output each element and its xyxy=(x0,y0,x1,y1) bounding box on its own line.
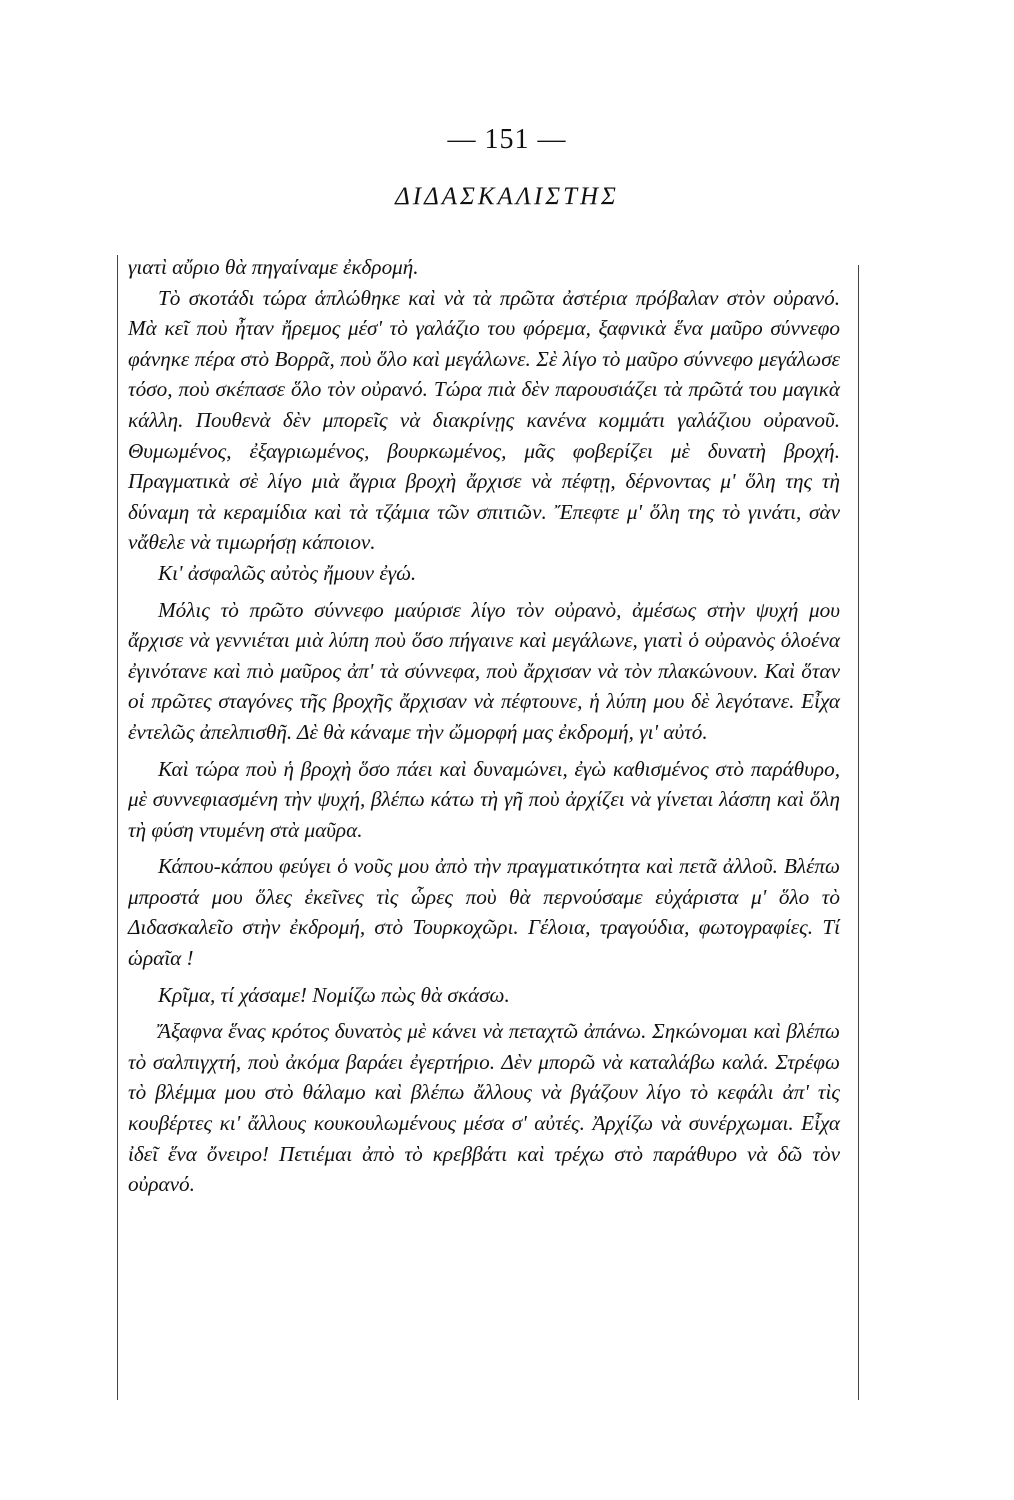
left-margin-line xyxy=(117,255,118,1400)
paragraph: Κι' ἀσφαλῶς αὐτὸς ἤμουν ἐγώ. xyxy=(158,560,417,585)
page-number: — 151 — xyxy=(447,124,567,155)
right-margin-line xyxy=(858,265,859,1400)
paragraph: Καὶ τώρα ποὺ ἡ βροχὴ ὅσο πάει καὶ δυναμώνει, ἐγὼ καθισμένος στὸ παράθυρο, μὲ συννεφιασμένη τὴν ψυχή, βλέπω κάτω τὴ γῆ ποὺ ἀρχίζει νὰ γίνεται λάσπη καὶ ὅλη τὴ φύση ντυμένη στὰ μαῦρα. xyxy=(128,756,840,842)
paragraph: Ἄξαφνα ἕνας κρότος δυνατὸς μὲ κάνει νὰ πεταχτῶ ἀπάνω. Σηκώνομαι καὶ βλέπω τὸ σαλπιγχτή, ποὺ ἀκόμα βαράει ἐγερτήριο. Δὲν μπορῶ νὰ καταλάβω καλά. Στρέφω τὸ βλέμμα μου στὸ θάλαμο καὶ βλέπω ἄλλους νὰ βγάζουν λίγο τὸ κεφάλι ἀπ' τὶς κουβέρτες κι' ἄλλους κουκουλωμένους μέσα σ' αὐτές. Ἀρχίζω νὰ συνέρχωμαι. Εἶχα ἰδεῖ ἕνα ὄνειρο! Πετιέμαι ἀπὸ τὸ κρεββάτι καὶ τρέχω στὸ παράθυρο νὰ δῶ τὸν οὐρανό. xyxy=(128,1019,840,1197)
paragraph: γιατὶ αὔριο θὰ πηγαίναμε ἐκδρομή. xyxy=(128,255,419,279)
paragraph: Κρῖμα, τί χάσαμε! Νομίζω πὼς θὰ σκάσω. xyxy=(158,982,510,1007)
paragraph: Κάπου-κάπου φεύγει ὁ νοῦς μου ἀπὸ τὴν πραγματικότητα καὶ πετᾶ ἀλλοῦ. Βλέπω μπροστά μου ὅλες ἐκεῖνες τὶς ὧρες ποὺ θὰ περνούσαμε εὐχάριστα μ' ὅλο τὸ Διδασκαλεῖο στὴν ἐκδρομή, στὸ Τουρκοχῶρι. Γέλοια, τραγούδια, φωτογραφίες. Τί ὡραῖα ! xyxy=(128,854,840,971)
section-title: ΔΙΔΑΣΚΑΛΙΣΤΗΣ xyxy=(395,183,619,210)
body-text xyxy=(128,252,840,1200)
paragraph: Τὸ σκοτάδι τώρα ἁπλώθηκε καὶ νὰ τὰ πρῶτα ἀστέρια πρόβαλαν στὸν οὐρανό. Μὰ κεῖ ποὺ ἦταν ἤρεμος μέσ' τὸ γαλάζιο του φόρεμα, ξαφνικὰ ἕνα μαῦρο σύννεφο φάνηκε πέρα στὸ Βορρᾶ, ποὺ ὅλο καὶ μεγάλωνε. Σὲ λίγο τὸ μαῦρο σύννεφο μεγάλωσε τόσο, ποὺ σκέπασε ὅλο τὸν οὐρανό. Τώρα πιὰ δὲν παρουσιάζει τὰ πρῶτά του μαγικὰ κάλλη. Πουθενὰ δὲν μπορεῖς νὰ διακρίνῃς κανένα κομμάτι γαλάζιου οὐρανοῦ. Θυμωμένος, ἐξαγριωμένος, βουρκωμένος, μᾶς φοβερίζει μὲ δυνατὴ βροχή. Πραγματικὰ σὲ λίγο μιὰ ἄγρια βροχὴ ἄρχισε νὰ πέφτῃ, δέρνοντας μ' ὅλη της τὴ δύναμη τὰ κεραμίδια καὶ τὰ τζάμια τῶν σπιτιῶν. Ἔπεφτε μ' ὅλη της τὸ γινάτι, σὰν νἄθελε νὰ τιμωρήσῃ κάποιον. xyxy=(128,285,840,555)
paragraph: Μόλις τὸ πρῶτο σύννεφο μαύρισε λίγο τὸν οὐρανὸ, ἀμέσως στὴν ψυχή μου ἄρχισε νὰ γεννιέται μιὰ λύπη ποὺ ὅσο πήγαινε καὶ μεγάλωνε, γιατὶ ὁ οὐρανὸς ὁλοένα ἐγινότανε καὶ πιὸ μαῦρος ἀπ' τὰ σύννεφα, ποὺ ἄρχισαν νὰ τὸν πλακώνουν. Καὶ ὅταν οἱ πρῶτες σταγόνες τῆς βροχῆς ἄρχισαν νὰ πέφτουνε, ἡ λύπη μου δὲ λεγότανε. Εἶχα ἐντελῶς ἀπελπισθῆ. Δὲ θὰ κάναμε τὴν ὤμορφή μας ἐκδρομή, γι' αὐτό. xyxy=(128,597,840,744)
